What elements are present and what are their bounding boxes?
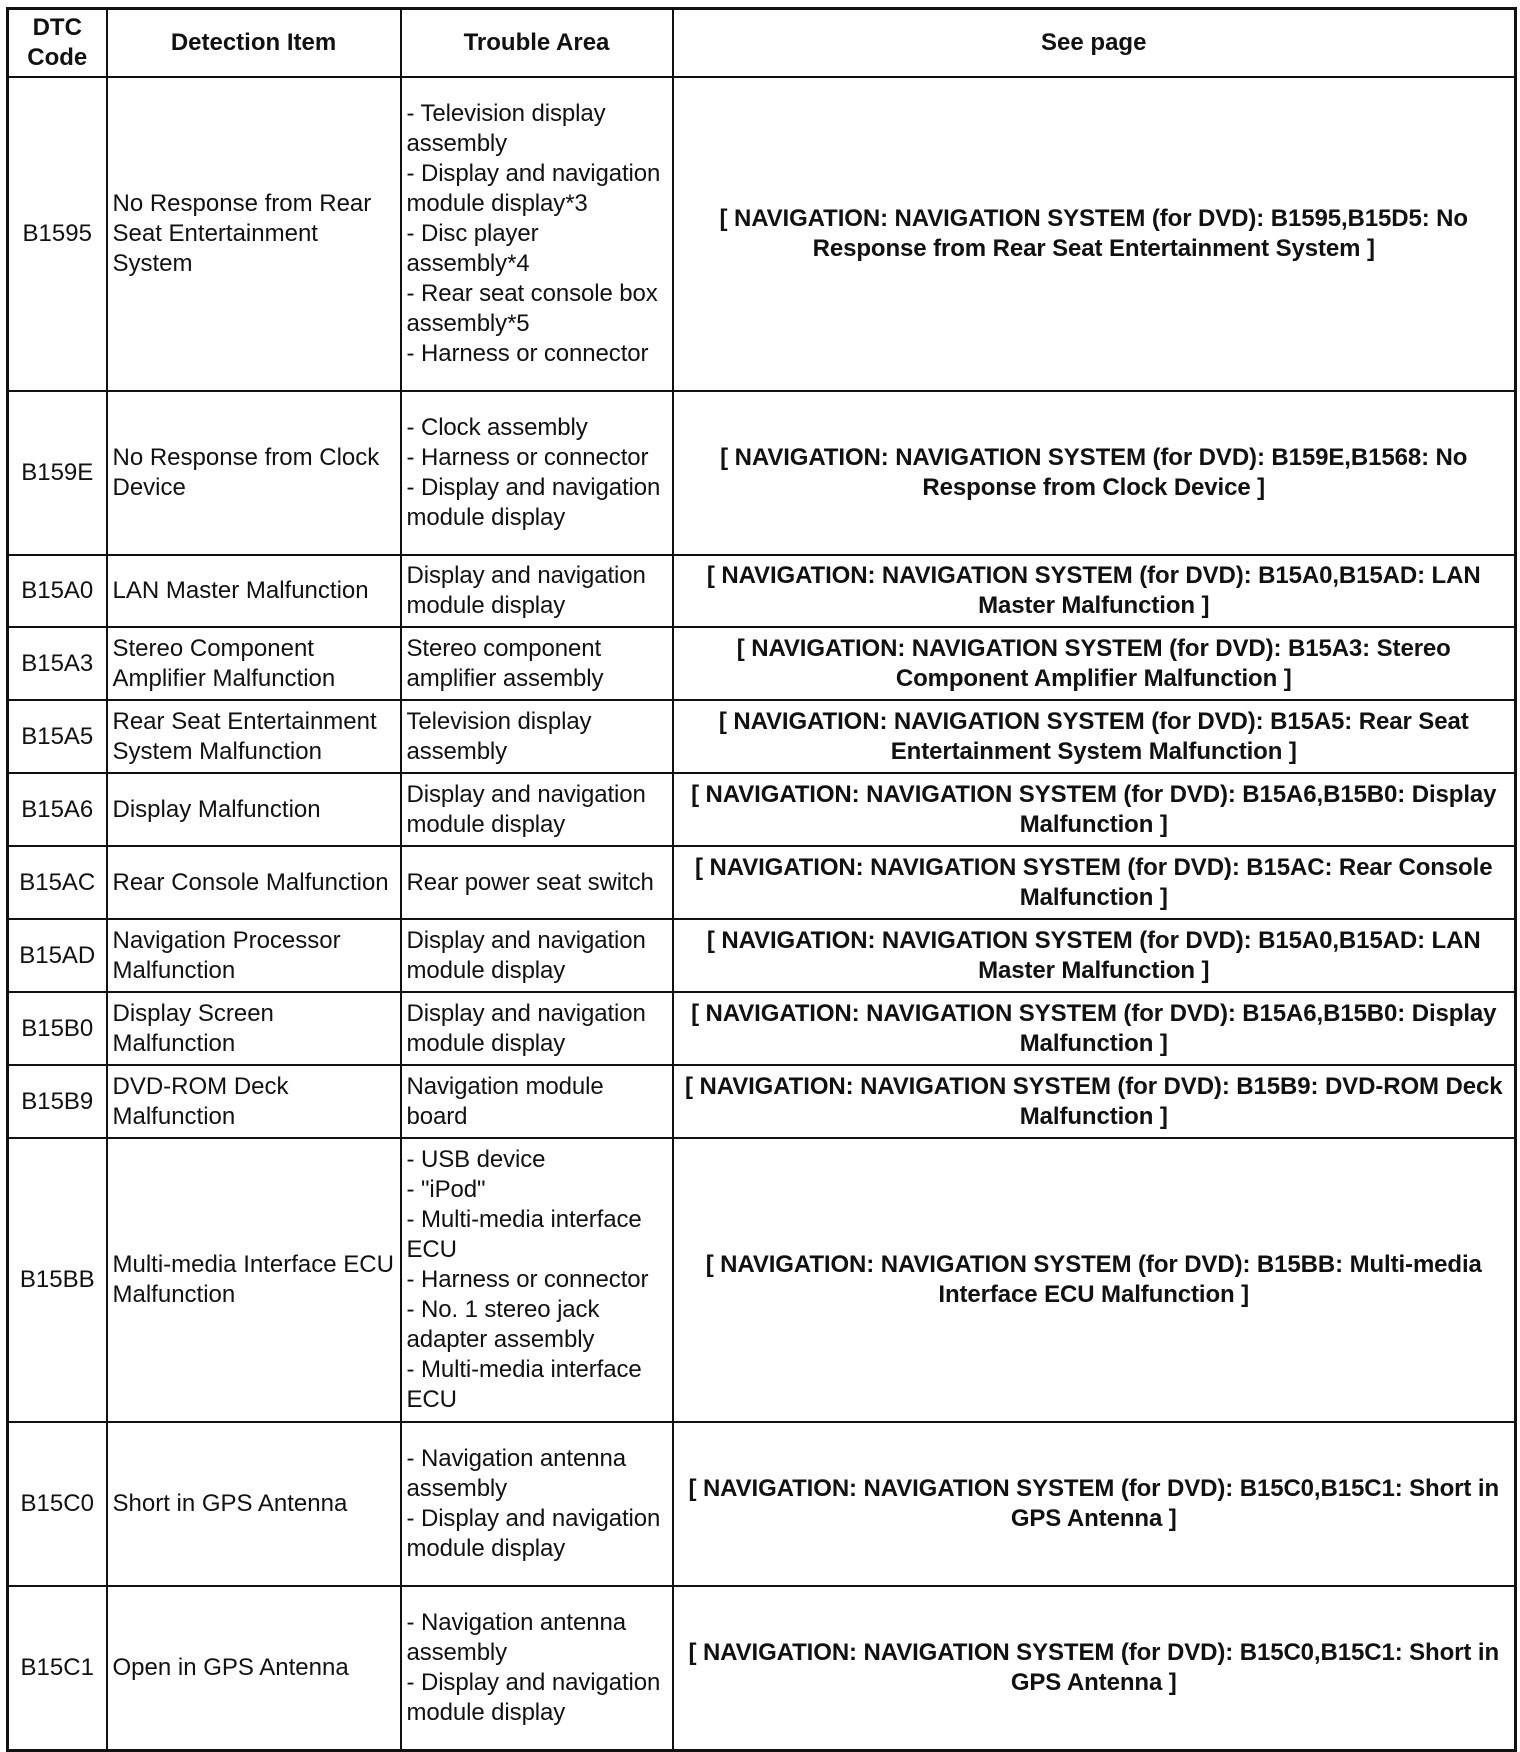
table-body (8, 77, 1516, 1750)
table-row (8, 919, 1516, 992)
table-row (8, 627, 1516, 700)
header-see-page: See page (673, 9, 1516, 78)
table-row (8, 1422, 1516, 1586)
see-page-link[interactable]: [ NAVIGATION: NAVIGATION SYSTEM (for DVD): B15B9: DVD-ROM Deck Malfunction ] (673, 1065, 1516, 1138)
detection-item-cell: LAN Master Malfunction (107, 555, 401, 627)
see-page-link[interactable]: [ NAVIGATION: NAVIGATION SYSTEM (for DVD): B159E,B1568: No Response from Clock Device ] (673, 391, 1516, 555)
dtc-code-cell: B15C1 (8, 1586, 107, 1750)
trouble-area-cell: Display and navigation module display (401, 919, 673, 992)
trouble-area-cell: Display and navigation module display (401, 992, 673, 1065)
dtc-code-cell: B15B0 (8, 992, 107, 1065)
detection-item-cell: Multi-media Interface ECU Malfunction (107, 1138, 401, 1422)
dtc-code-cell: B15B9 (8, 1065, 107, 1138)
trouble-area-cell: - Navigation antenna assembly - Display and navigation module display (401, 1422, 673, 1586)
dtc-code-cell: B159E (8, 391, 107, 555)
see-page-link[interactable]: [ NAVIGATION: NAVIGATION SYSTEM (for DVD): B1595,B15D5: No Response from Rear Seat Entertainment System ] (673, 77, 1516, 391)
detection-item-cell: Display Screen Malfunction (107, 992, 401, 1065)
header-detection-item: Detection Item (107, 9, 401, 78)
dtc-table-container (6, 7, 1514, 1752)
dtc-table (6, 7, 1517, 1752)
table-row (8, 391, 1516, 555)
detection-item-cell: No Response from Clock Device (107, 391, 401, 555)
detection-item-cell: Rear Console Malfunction (107, 846, 401, 919)
see-page-link[interactable]: [ NAVIGATION: NAVIGATION SYSTEM (for DVD): B15C0,B15C1: Short in GPS Antenna ] (673, 1422, 1516, 1586)
table-row (8, 555, 1516, 627)
table-row (8, 1138, 1516, 1422)
table-row (8, 846, 1516, 919)
dtc-code-cell: B1595 (8, 77, 107, 391)
table-row (8, 992, 1516, 1065)
trouble-area-cell: Television display assembly (401, 700, 673, 773)
see-page-link[interactable]: [ NAVIGATION: NAVIGATION SYSTEM (for DVD): B15A5: Rear Seat Entertainment System Malfunction ] (673, 700, 1516, 773)
detection-item-cell: Short in GPS Antenna (107, 1422, 401, 1586)
dtc-code-cell: B15AC (8, 846, 107, 919)
header-trouble-area: Trouble Area (401, 9, 673, 78)
trouble-area-cell: Display and navigation module display (401, 773, 673, 846)
detection-item-cell: Navigation Processor Malfunction (107, 919, 401, 992)
table-row (8, 1065, 1516, 1138)
trouble-area-cell: - Clock assembly - Harness or connector - Display and navigation module display (401, 391, 673, 555)
trouble-area-cell: Stereo component amplifier assembly (401, 627, 673, 700)
detection-item-cell: No Response from Rear Seat Entertainment System (107, 77, 401, 391)
detection-item-cell: Display Malfunction (107, 773, 401, 846)
see-page-link[interactable]: [ NAVIGATION: NAVIGATION SYSTEM (for DVD): B15BB: Multi-media Interface ECU Malfunction ] (673, 1138, 1516, 1422)
dtc-code-cell: B15A0 (8, 555, 107, 627)
see-page-link[interactable]: [ NAVIGATION: NAVIGATION SYSTEM (for DVD): B15A3: Stereo Component Amplifier Malfunction ] (673, 627, 1516, 700)
dtc-code-cell: B15A3 (8, 627, 107, 700)
trouble-area-cell: Rear power seat switch (401, 846, 673, 919)
detection-item-cell: DVD-ROM Deck Malfunction (107, 1065, 401, 1138)
table-header (8, 9, 1516, 78)
table-row (8, 1586, 1516, 1750)
trouble-area-cell: Display and navigation module display (401, 555, 673, 627)
dtc-code-cell: B15AD (8, 919, 107, 992)
dtc-code-cell: B15A6 (8, 773, 107, 846)
header-dtc-code: DTC Code (8, 9, 107, 78)
dtc-code-cell: B15C0 (8, 1422, 107, 1586)
trouble-area-cell: - USB device - "iPod" - Multi-media interface ECU - Harness or connector - No. 1 stereo jack adapter assembly - Multi-media interface ECU (401, 1138, 673, 1422)
table-row (8, 773, 1516, 846)
table-row (8, 77, 1516, 391)
header-row (8, 9, 1516, 78)
see-page-link[interactable]: [ NAVIGATION: NAVIGATION SYSTEM (for DVD): B15C0,B15C1: Short in GPS Antenna ] (673, 1586, 1516, 1750)
dtc-code-cell: B15BB (8, 1138, 107, 1422)
trouble-area-cell: - Navigation antenna assembly - Display and navigation module display (401, 1586, 673, 1750)
detection-item-cell: Open in GPS Antenna (107, 1586, 401, 1750)
see-page-link[interactable]: [ NAVIGATION: NAVIGATION SYSTEM (for DVD): B15A0,B15AD: LAN Master Malfunction ] (673, 919, 1516, 992)
detection-item-cell: Stereo Component Amplifier Malfunction (107, 627, 401, 700)
trouble-area-cell: - Television display assembly - Display and navigation module display*3 - Disc player assembly*4 - Rear seat console box assembly*5 - Harness or connector (401, 77, 673, 391)
see-page-link[interactable]: [ NAVIGATION: NAVIGATION SYSTEM (for DVD): B15A6,B15B0: Display Malfunction ] (673, 992, 1516, 1065)
see-page-link[interactable]: [ NAVIGATION: NAVIGATION SYSTEM (for DVD): B15AC: Rear Console Malfunction ] (673, 846, 1516, 919)
detection-item-cell: Rear Seat Entertainment System Malfunction (107, 700, 401, 773)
trouble-area-cell: Navigation module board (401, 1065, 673, 1138)
table-row (8, 700, 1516, 773)
dtc-code-cell: B15A5 (8, 700, 107, 773)
see-page-link[interactable]: [ NAVIGATION: NAVIGATION SYSTEM (for DVD): B15A6,B15B0: Display Malfunction ] (673, 773, 1516, 846)
see-page-link[interactable]: [ NAVIGATION: NAVIGATION SYSTEM (for DVD): B15A0,B15AD: LAN Master Malfunction ] (673, 555, 1516, 627)
